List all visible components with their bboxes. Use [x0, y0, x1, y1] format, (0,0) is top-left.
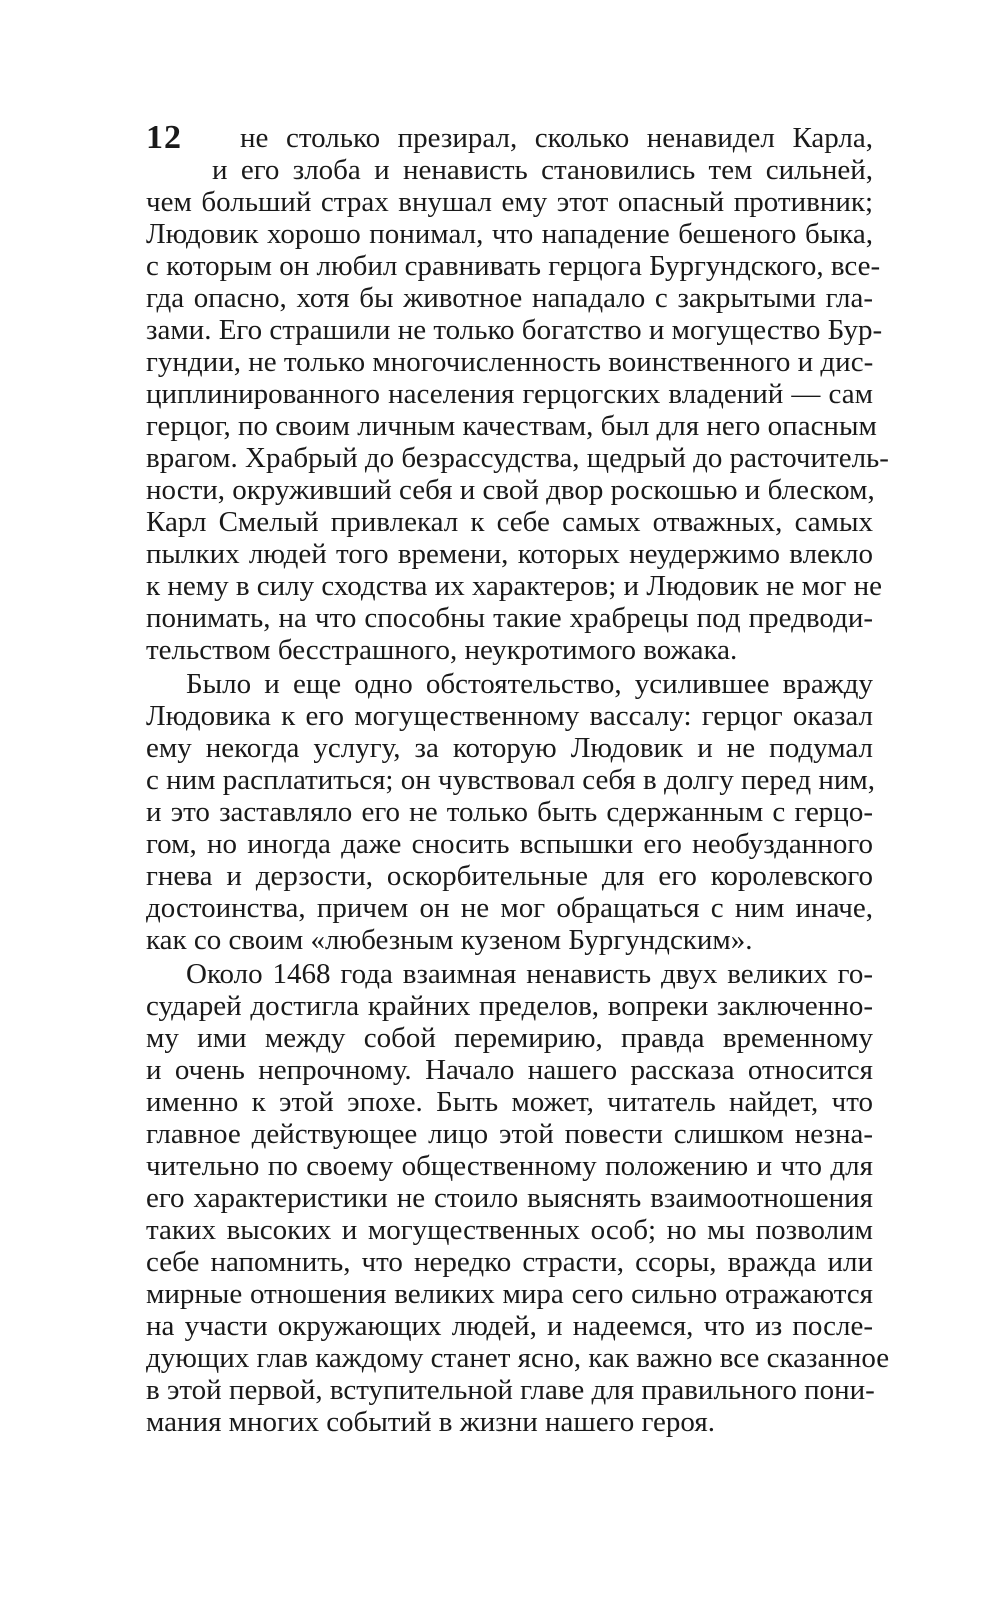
page-number: 12	[146, 119, 182, 156]
text-line: гундии, не только многочисленность воинственного и дис-	[146, 346, 874, 378]
text-line: зами. Его страшили не только богатство и могущество Бур-	[146, 314, 883, 346]
text-line: как со своим «любезным кузеном Бургундским».	[146, 924, 753, 956]
text-line: сударей достигла крайних пределов, вопреки заключенно-	[146, 990, 873, 1022]
text-line: достоинства, причем он не мог обращаться с ним иначе,	[146, 892, 873, 924]
text-line: к нему в силу сходства их характеров; и Людовик не мог не	[146, 570, 883, 602]
text-line: и очень непрочному. Начало нашего рассказа относится	[146, 1054, 873, 1086]
text-line: Около 1468 года взаимная ненависть двух великих го-	[186, 958, 873, 990]
text-line: гнева и дерзости, оскорбительные для его королевского	[146, 860, 873, 892]
text-line: главное действующее лицо этой повести слишком незна-	[146, 1118, 873, 1150]
text-line: Было и еще одно обстоятельство, усилившее вражду	[186, 668, 873, 700]
text-line: тельством бесстрашного, неукротимого вожака.	[146, 634, 738, 666]
text-line: герцог, по своим личным качествам, был для него опасным	[146, 410, 877, 442]
text-line: чительно по своему общественному положению и что для	[146, 1150, 873, 1182]
text-line: пылких людей того времени, которых неудержимо влекло	[146, 538, 873, 570]
text-line: себе напомнить, что нередко страсти, ссоры, вражда или	[146, 1246, 873, 1278]
text-line: и это заставляло его не только быть сдержанным с герцо-	[146, 796, 873, 828]
text-line: понимать, на что способны такие храбрецы под предводи-	[146, 602, 873, 634]
text-line: ности, окруживший себя и свой двор роскошью и блеском,	[146, 474, 875, 506]
text-line: на участи окружающих людей, и надеемся, что из после-	[146, 1310, 873, 1342]
text-line: му ими между собой перемирию, правда временному	[146, 1022, 873, 1054]
text-line: Карл Смелый привлекал к себе самых отважных, самых	[146, 506, 873, 538]
text-line: гда опасно, хотя бы животное нападало с закрытыми гла-	[146, 282, 873, 314]
text-line: мания многих событий в жизни нашего героя.	[146, 1406, 715, 1438]
text-line: гом, но иногда даже сносить вспышки его необузданного	[146, 828, 873, 860]
text-line: таких высоких и могущественных особ; но мы позволим	[146, 1214, 873, 1246]
text-line: с которым он любил сравнивать герцога Бургундского, все-	[146, 250, 881, 282]
text-line: не столько презирал, сколько ненавидел Карла,	[240, 122, 873, 154]
text-line: с ним расплатиться; он чувствовал себя в долгу перед ним,	[146, 764, 875, 796]
text-line: циплинированного населения герцогских владений — сам	[146, 378, 873, 410]
text-line: дующих глав каждому станет ясно, как важно все сказанное	[146, 1342, 890, 1374]
text-line: в этой первой, вступительной главе для правильного пони-	[146, 1374, 875, 1406]
text-line: ему некогда услугу, за которую Людовик и не подумал	[146, 732, 873, 764]
text-line: и его злоба и ненависть становились тем сильней,	[212, 154, 873, 186]
text-line: именно к этой эпохе. Быть может, читатель найдет, что	[146, 1086, 873, 1118]
text-line: мирные отношения великих мира сего сильно отражаются	[146, 1278, 873, 1310]
text-line: его характеристики не стоило выяснять взаимоотношения	[146, 1182, 873, 1214]
text-line: Людовика к его могущественному вассалу: герцог оказал	[146, 700, 873, 732]
text-line: чем больший страх внушал ему этот опасный противник;	[146, 186, 873, 218]
text-line: врагом. Храбрый до безрассудства, щедрый до расточитель-	[146, 442, 889, 474]
text-line: Людовик хорошо понимал, что нападение бешеного быка,	[146, 218, 873, 250]
